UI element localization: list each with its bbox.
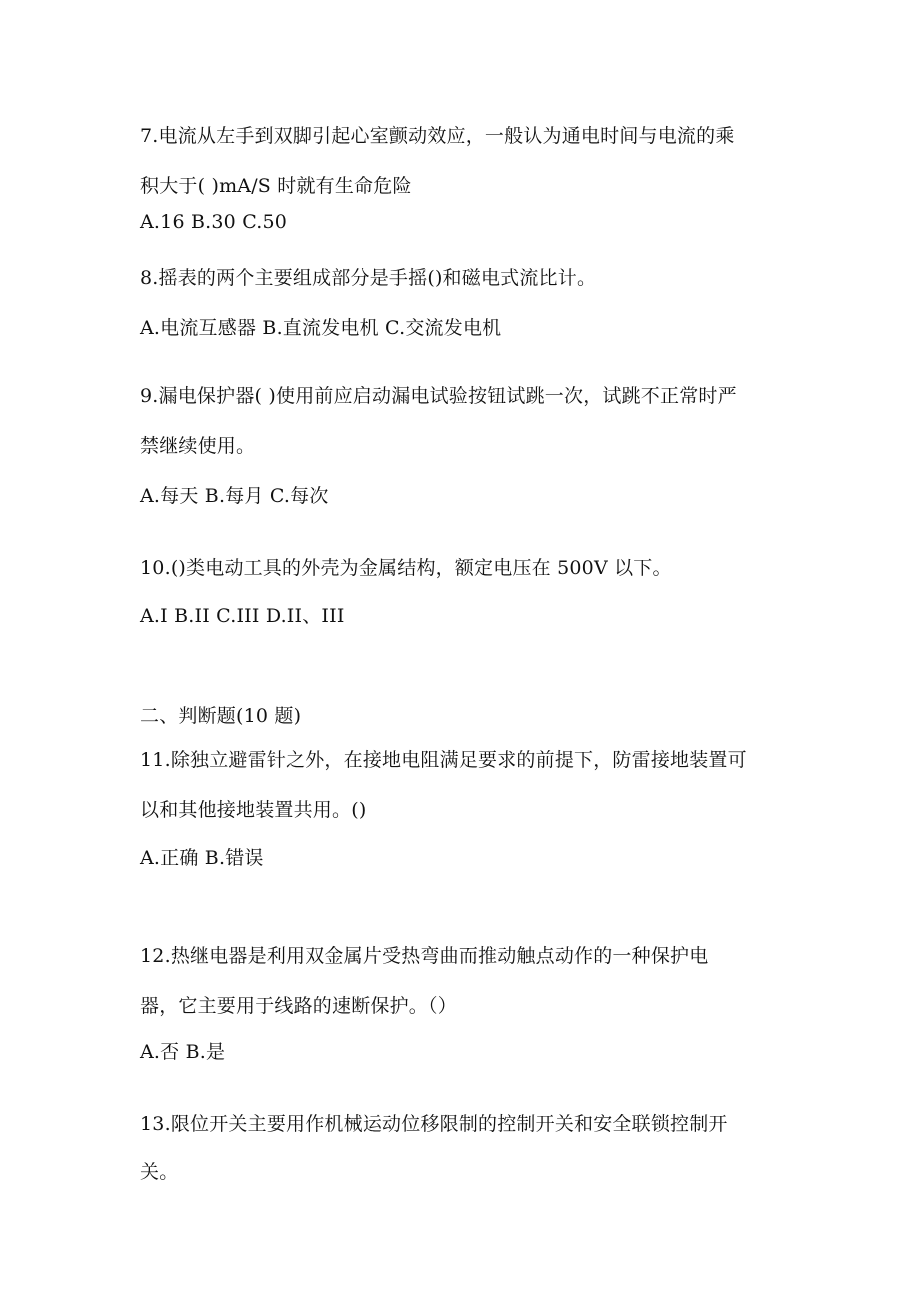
- question-8-stem: 8.摇表的两个主要组成部分是手摇()和磁电式流比计。: [140, 267, 597, 289]
- question-9-stem-line-1: 9.漏电保护器( )使用前应启动漏电试验按钮试跳一次，试跳不正常时严: [140, 385, 737, 407]
- question-12-stem-line-1: 12.热继电器是利用双金属片受热弯曲而推动触点动作的一种保护电: [140, 945, 709, 967]
- question-10-options: A.I B.II C.III D.II、III: [140, 605, 345, 627]
- question-7-stem-line-2: 积大于( )mA/S 时就有生命危险: [140, 175, 412, 197]
- question-12-stem-line-2: 器，它主要用于线路的速断保护。（）: [140, 995, 457, 1017]
- question-8-options: A.电流互感器 B.直流发电机 C.交流发电机: [140, 317, 502, 339]
- question-12-options: A.否 B.是: [140, 1041, 226, 1063]
- question-11-options: A.正确 B.错误: [140, 847, 264, 869]
- question-11-stem-line-2: 以和其他接地装置共用。(): [140, 799, 367, 821]
- question-9-stem-line-2: 禁继续使用。: [140, 435, 256, 457]
- question-13-stem-line-2: 关。: [140, 1161, 179, 1183]
- question-10-stem: 10.()类电动工具的外壳为金属结构，额定电压在 500V 以下。: [140, 557, 672, 579]
- question-7-stem-line-1: 7.电流从左手到双脚引起心室颤动效应，一般认为通电时间与电流的乘: [140, 125, 735, 147]
- question-11-stem-line-1: 11.除独立避雷针之外，在接地电阻满足要求的前提下，防雷接地装置可: [140, 749, 747, 771]
- question-13-stem-line-1: 13.限位开关主要用作机械运动位移限制的控制开关和安全联锁控制开: [140, 1113, 728, 1135]
- question-7-options: A.16 B.30 C.50: [140, 211, 288, 233]
- section-2-heading: 二、判断题(10 题): [140, 705, 302, 727]
- question-9-options: A.每天 B.每月 C.每次: [140, 485, 329, 507]
